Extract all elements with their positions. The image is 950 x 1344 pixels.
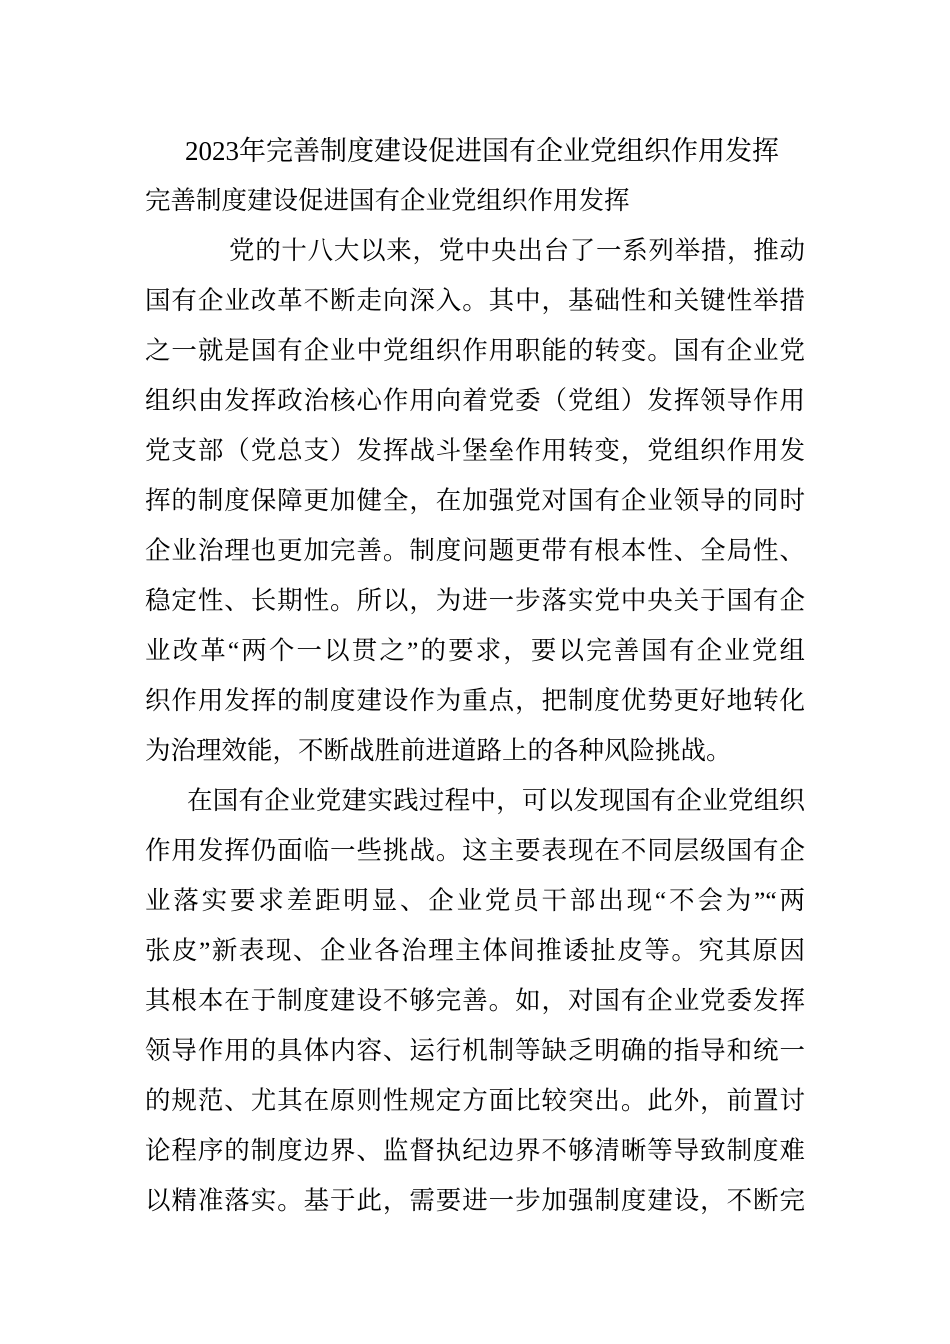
text-line: 业改革“两个一以贯之”的要求，要以完善国有企业党组 [145,636,805,665]
text-line: 企业治理也更加完善。制度问题更带有根本性、全局性、 [145,536,805,565]
text-line: 稳定性、长期性。所以，为进一步落实党中央关于国有企 [145,586,805,615]
text-line: 的规范、尤其在原则性规定方面比较突出。此外，前置讨 [145,1086,805,1115]
text-line: 张皮”新表现、企业各治理主体间推诿扯皮等。究其原因 [145,936,805,965]
text-line: 党支部（党总支）发挥战斗堡垒作用转变，党组织作用发 [145,436,805,465]
text-line: 织作用发挥的制度建设作为重点，把制度优势更好地转化 [145,686,805,715]
paragraph-1 [145,226,805,776]
paragraphs-container [145,226,805,1226]
text-line: 党的十八大以来，党中央出台了一系列举措，推动 [229,236,805,265]
text-line: 业落实要求差距明显、企业党员干部出现“不会为”“两 [145,886,805,915]
paragraph-2 [145,776,805,1226]
document-title: 2023年完善制度建设促进国有企业党组织作用发挥 [185,136,779,166]
document-body [145,126,805,1226]
text-line: 领导作用的具体内容、运行机制等缺乏明确的指导和统一 [145,1036,805,1065]
text-line: 以精准落实。基于此，需要进一步加强制度建设，不断完 [145,1186,805,1215]
document-subtitle: 完善制度建设促进国有企业党组织作用发挥 [145,186,630,215]
text-line: 其根本在于制度建设不够完善。如，对国有企业党委发挥 [145,986,805,1015]
text-line: 国有企业改革不断走向深入。其中，基础性和关键性举措 [145,286,805,315]
text-line: 为治理效能，不断战胜前进道路上的各种风险挑战。 [145,736,732,765]
text-line: 之一就是国有企业中党组织作用职能的转变。国有企业党 [145,336,805,365]
text-line: 组织由发挥政治核心作用向着党委（党组）发挥领导作用 [145,386,805,415]
text-line: 挥的制度保障更加健全，在加强党对国有企业领导的同时 [145,486,805,515]
text-line: 论程序的制度边界、监督执纪边界不够清晰等导致制度难 [145,1136,805,1165]
text-line: 作用发挥仍面临一些挑战。这主要表现在不同层级国有企 [145,836,805,865]
text-line: 在国有企业党建实践过程中，可以发现国有企业党组织 [187,786,805,815]
